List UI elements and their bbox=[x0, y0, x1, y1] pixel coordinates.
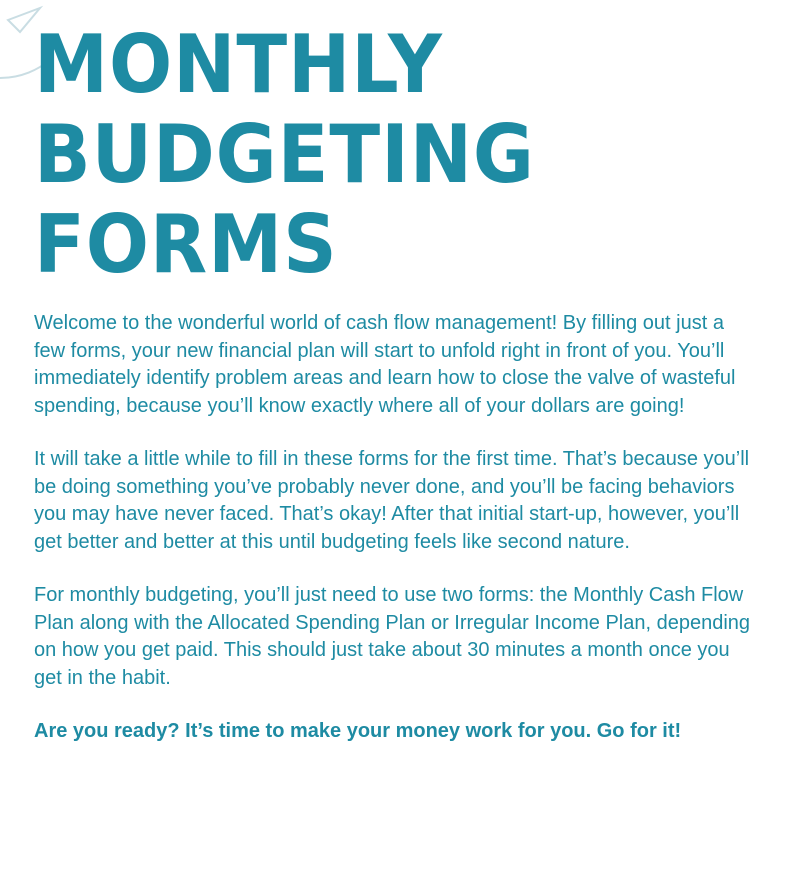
page-title bbox=[34, 20, 535, 290]
call-to-action: Are you ready? It’s time to make your money work for you. Go for it! bbox=[34, 720, 682, 742]
intro-paragraph: Welcome to the wonderful world of cash flow management! By filling out just a few forms, your new financial plan will start to unfold right in front of you. You’ll immediately identify problem areas and learn how to close the valve of wasteful spending, because you’ll know exactly where all of your dollars are going! bbox=[34, 312, 736, 417]
forms-paragraph: For monthly budgeting, you’ll just need to use two forms: the Monthly Cash Flow Plan along with the Allocated Spending Plan or Irregular Income Plan, depending on how you get paid. This should just take about 30 minutes a month once you get in the habit. bbox=[34, 584, 751, 689]
title-line-1: MONTHLY bbox=[34, 18, 443, 111]
title-line-2: BUDGETING bbox=[34, 108, 535, 201]
body-text bbox=[34, 310, 754, 772]
first-time-paragraph: It will take a little while to fill in these forms for the first time. That’s because you’ll be doing something you’ve probably never done, and you’ll be facing behaviors you may have never faced. That’s okay! After that initial start-up, however, you’ll get better and better at this until budgeting feels like second nature. bbox=[34, 448, 750, 553]
title-line-3: FORMS bbox=[34, 198, 338, 291]
